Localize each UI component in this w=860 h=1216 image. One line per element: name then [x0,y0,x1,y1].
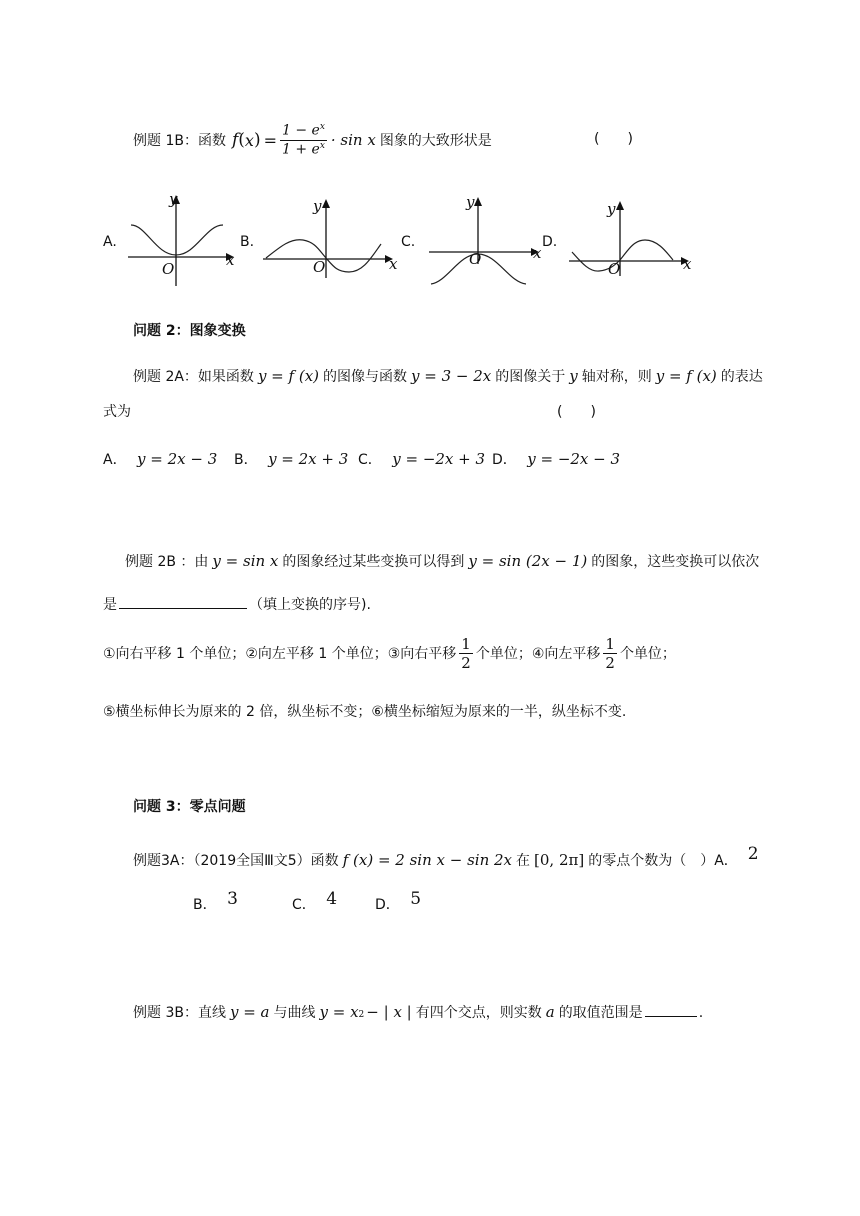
q2a-option-c-expr: y = −2x + 3 [392,450,486,468]
q1b-sinx: · sin x [330,131,376,149]
q1b-graph-a [126,192,241,287]
q2a-f1: y = f (x) [257,367,319,385]
q3a-option-d-label: D． [375,897,400,913]
q2a-tail: 的表达 [720,369,763,385]
q2a-mid3: 轴对称，则 [581,369,652,385]
q1b-num: 1 − e [281,122,320,139]
q2a-option-d [492,449,620,469]
q3b-mid2: 有四个交点，则实数 [415,1005,542,1021]
q2b-frac-1-num: 1 [461,634,471,653]
y-axis-arrow [322,199,330,208]
q3b-f1: y = a [229,1003,270,1021]
x-label: x [226,251,235,269]
q1b-fraction [280,122,327,158]
q3a-option-d [375,889,422,914]
q2b-frac-1-den: 2 [461,653,471,672]
q1b-x: x [244,130,254,150]
q2a-option-a [103,449,217,469]
q3b-f2-sup: 2 [358,1010,365,1020]
q1b-den: 1 + e [281,141,320,158]
q3b-mid1: 与曲线 [273,1005,316,1021]
q3a-option-c-label: C． [292,897,316,913]
y-axis-arrow [474,197,482,206]
q3a-interval: [0, 2π] [534,851,585,869]
q2b-s3: 个单位； [619,646,676,662]
q1b-answer-paren: ( ) [594,131,633,147]
q2a-option-d-label: D． [492,452,517,468]
y-label: y [466,193,475,211]
q2b-line3 [103,630,676,676]
q1b-prefix: 例题 1B：函数 [133,133,226,149]
q2a-prefix: 例题 2A：如果函数 [133,369,254,385]
q2a-line2: 式为 [103,404,131,420]
x-label: x [533,244,542,262]
q2a-option-a-expr: y = 2x − 3 [137,450,218,468]
q3a-option-a-value: 2 [747,844,759,864]
q3a-option-c [292,889,338,914]
q1b-graph-c [429,194,549,286]
q3b-f2a: y = x [319,1003,359,1021]
q3b-tail: 的取值范围是 [558,1005,643,1021]
q3b-prefix: 例题 3B：直线 [133,1005,226,1021]
q2b-line4: ⑤横坐标伸长为原来的 2 倍，纵坐标不变；⑥横坐标缩短为原来的一半，纵坐标不变. [103,704,627,720]
q2a-f3: y = f (x) [655,367,717,385]
q1b-option-b-label: B. [240,234,255,250]
q2b-line2 [103,594,371,614]
q1b-option-c-label: C. [401,234,416,250]
q2a-option-d-expr: y = −2x − 3 [527,450,621,468]
q3a-mid: 在 [516,853,531,869]
y-label: y [607,200,616,218]
q2a-option-b [234,449,348,469]
q2b-mid: 的图象经过某些变换可以得到 [282,554,465,570]
q1b-num-sup: x [319,122,325,133]
q2b-frac-2 [603,635,617,672]
q3b-a: a [545,1003,555,1021]
y-label: y [313,197,322,215]
q2b-frac-2-den: 2 [605,653,615,672]
q2b-s2: 个单位；④向左平移 [475,646,601,662]
q3a-function: f (x) = 2 sin x − sin 2x [342,851,513,869]
q2b-s1: ①向右平移 1 个单位；②向左平移 1 个单位；③向右平移 [103,646,457,662]
q1b-lp: ( [238,130,245,150]
origin-label: O [313,258,326,276]
q2a-answer-paren: ( ) [557,404,596,420]
curve [572,240,673,271]
q3a-option-b [193,889,238,914]
q2a-option-a-label: A． [103,452,127,468]
q1b-graph-d [569,196,699,281]
q3b-line [133,1002,703,1022]
q3a-option-b-value: 3 [227,889,238,909]
q3a-tail: 的零点个数为（ ）A． [588,853,738,869]
q3a-prefix: 例题3A：（2019全国Ⅲ文5）函数 [133,853,339,869]
curve [131,225,223,255]
q2b-answer-blank[interactable] [119,594,247,609]
q2b-frac-2-num: 1 [605,634,615,653]
q3a-option-c-value: 4 [326,889,338,909]
q2b-f1: y = sin x [212,552,279,570]
section-3-title: 问题 3：零点问题 [133,799,246,815]
q3b-f2b: − | x | [366,1003,412,1021]
q3a-option-b-label: B． [193,897,217,913]
q2a-yvar: y [569,367,578,385]
q2a-mid1: 的图像与函数 [323,369,407,385]
q2a-option-c-label: C． [358,452,382,468]
q1b-eq: = [263,130,277,150]
q2b-f2: y = sin (2x − 1) [468,552,588,570]
q2a-option-b-label: B． [234,452,258,468]
q1b-fx: f [231,130,239,150]
origin-label: O [469,250,482,268]
x-label: x [389,255,398,273]
q1b-den-sup: x [319,140,325,151]
x-label: x [683,255,692,273]
q2a-option-c [358,449,485,469]
q1b-option-a-label: A. [103,234,117,250]
q2a-line1 [133,366,763,386]
q1b-option-d-label: D. [542,234,558,250]
y-axis-arrow [616,201,624,210]
q2b-line2-a: 是 [103,597,117,613]
q3b-end: . [698,1005,704,1021]
q3a-line1 [133,844,759,870]
q2b-line1 [125,551,759,571]
origin-label: O [608,260,621,278]
q3b-answer-blank[interactable] [645,1002,697,1017]
q2a-mid2: 的图像关于 [495,369,566,385]
q2a-option-b-expr: y = 2x + 3 [268,450,349,468]
q2a-f2: y = 3 − 2x [411,367,492,385]
q2b-line2-b: （填上变换的序号). [249,597,371,613]
q2b-prefix: 例题 2B ：由 [125,554,209,570]
q1b-rp: ) [253,130,261,150]
q1b-graph-b [263,196,403,281]
origin-label: O [162,260,175,278]
y-label: y [169,190,178,208]
section-2-title: 问题 2：图象变换 [133,323,246,339]
q1b-stem [133,120,492,160]
q2b-frac-1 [459,635,473,672]
q3a-option-d-value: 5 [410,889,422,909]
q1b-suffix: 图象的大致形状是 [379,133,492,149]
q2b-tail: 的图象，这些变换可以依次 [591,554,760,570]
